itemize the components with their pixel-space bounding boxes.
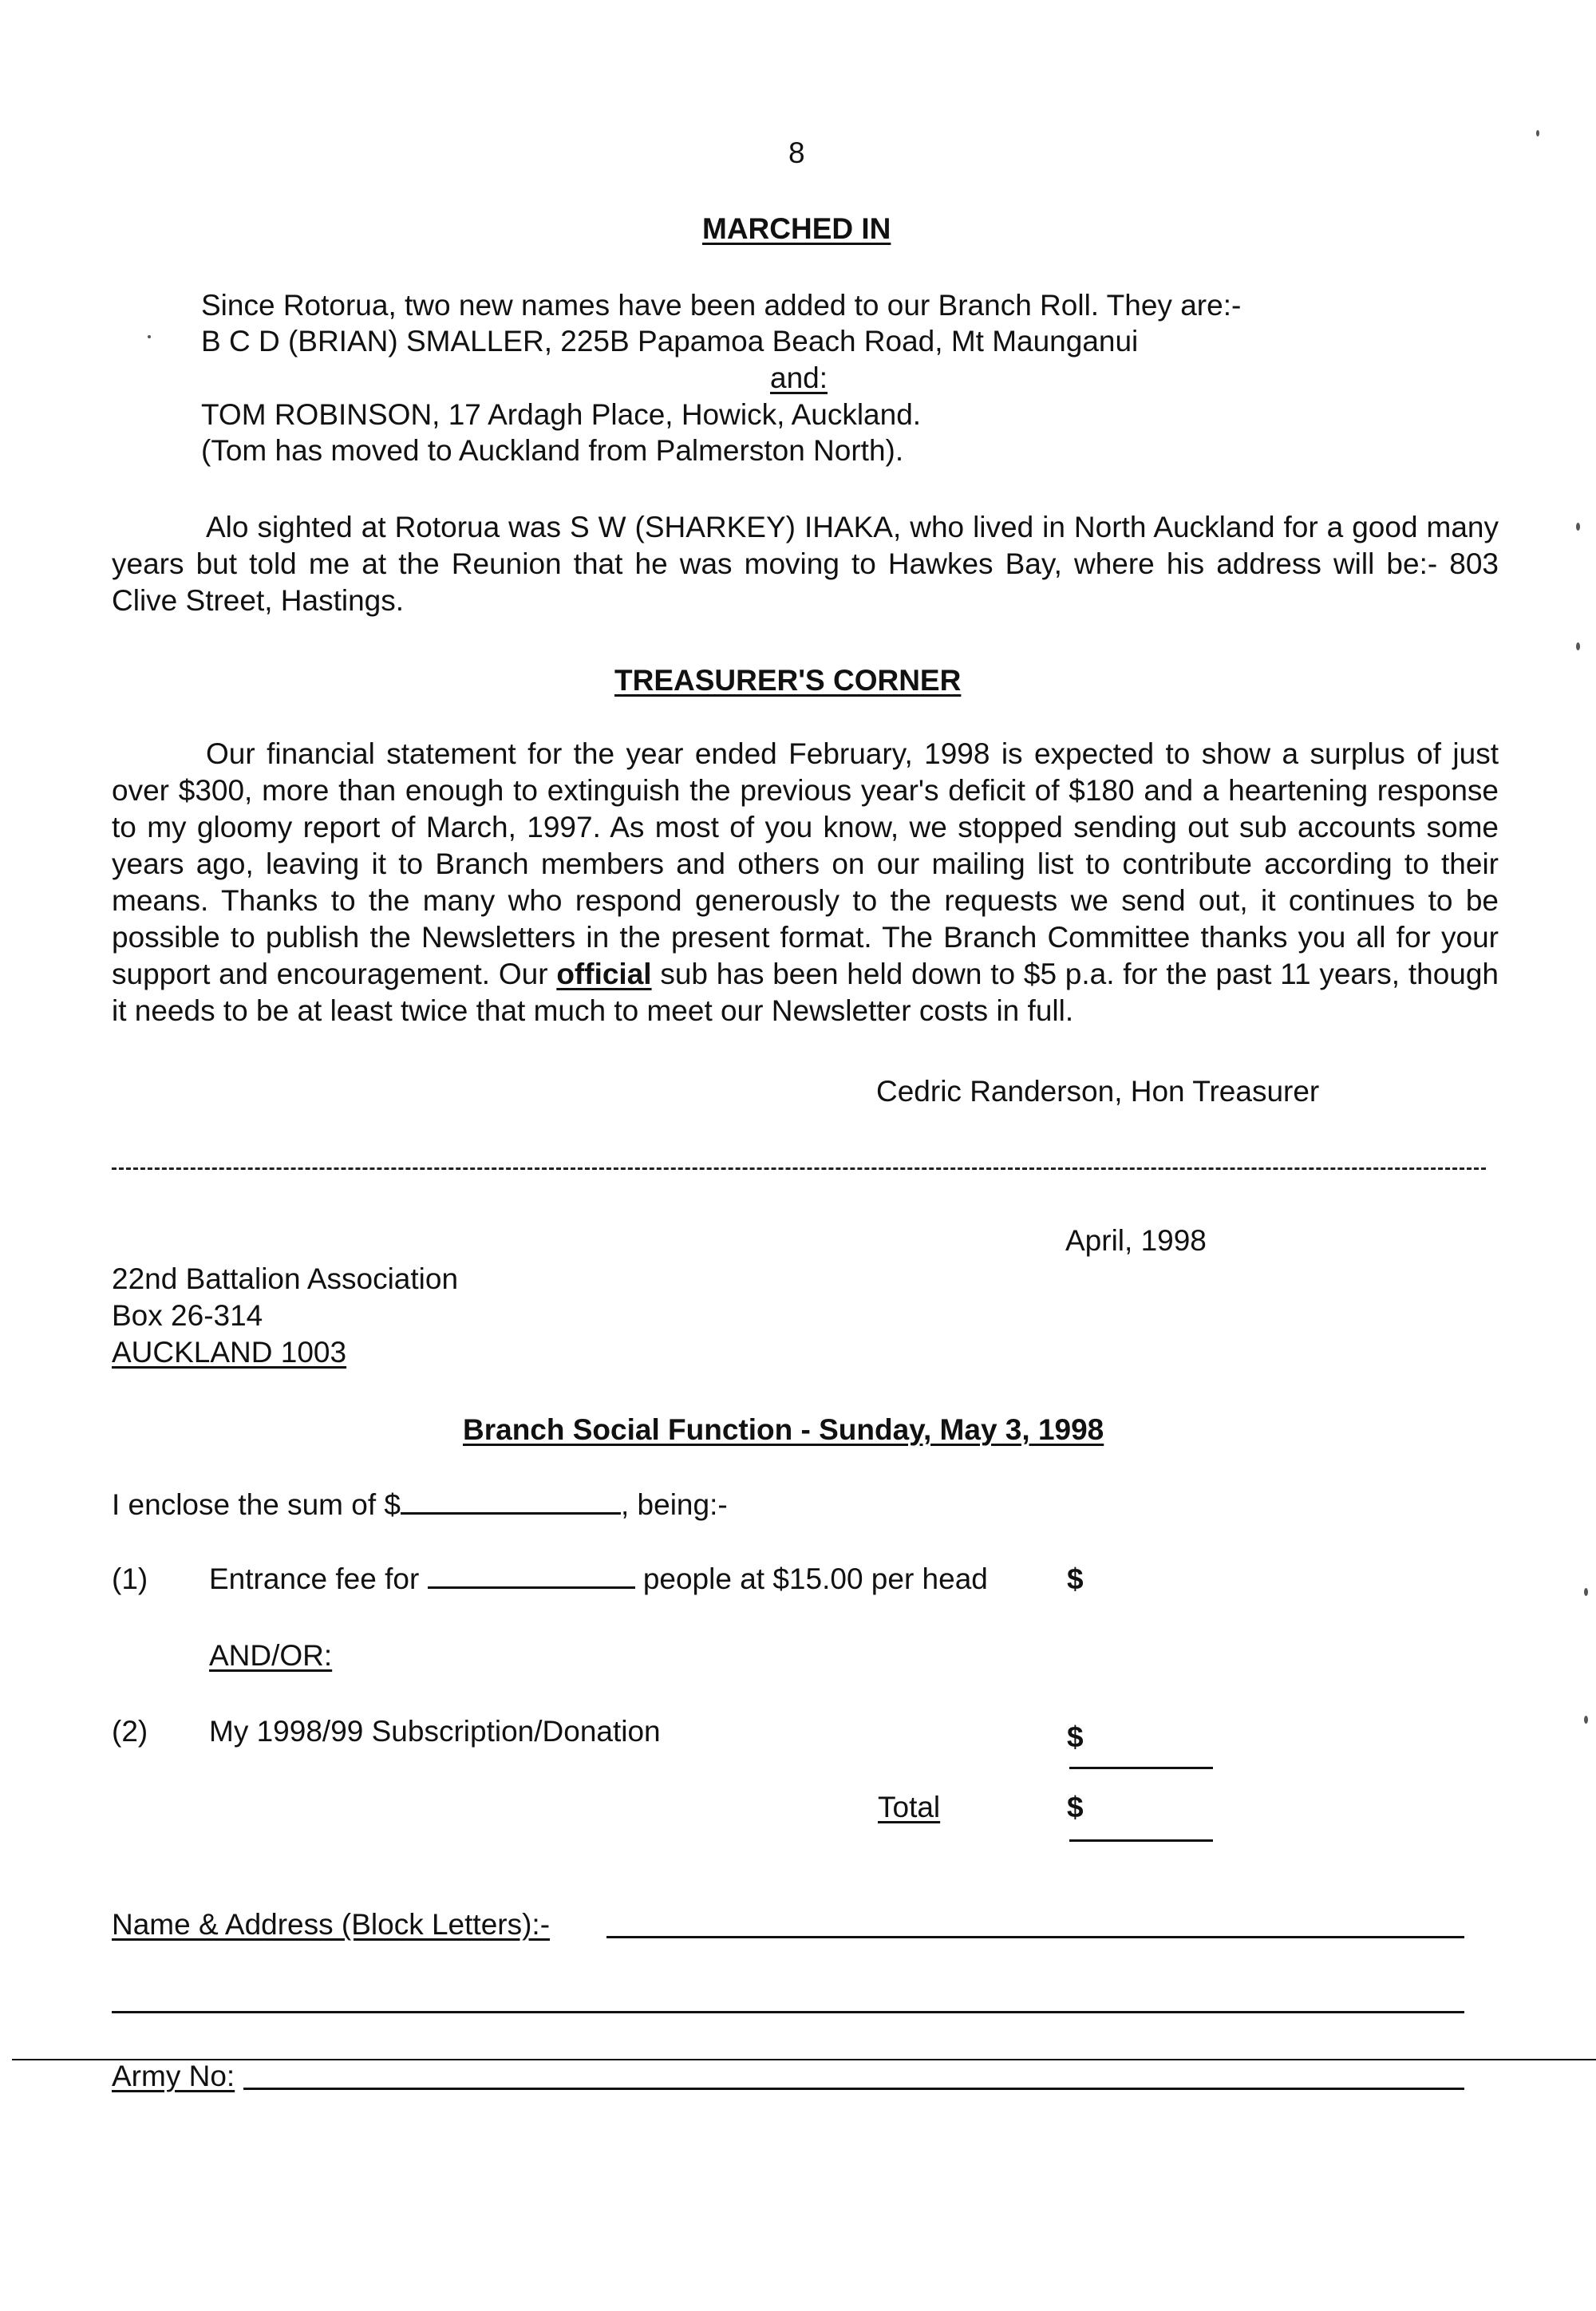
and-or-label: AND/OR: — [209, 1639, 333, 1672]
scan-speck — [148, 335, 151, 338]
marched-in-and: and: — [770, 361, 828, 394]
enclose-line — [112, 1487, 728, 1523]
item1-number: (1) — [112, 1562, 148, 1595]
scan-speck — [1576, 642, 1580, 650]
item1-suffix: people at $15.00 per head — [642, 1562, 988, 1595]
page-number: 8 — [788, 136, 805, 169]
also-sighted-paragraph — [112, 509, 1499, 619]
item2-number: (2) — [112, 1715, 148, 1748]
also-sighted-text: Alo sighted at Rotorua was S W (SHARKEY) IHAKA, who lived in North Auckland for a good many years but told me at the Reunion that he was moving to Hawkes Bay, where his address will be:- 803 Clive Street, Hastings. — [112, 511, 1499, 617]
item1-line — [209, 1562, 988, 1597]
scan-artifact-line — [12, 2059, 1596, 2060]
marched-in-intro: Since Rotorua, two new names have been added to our Branch Roll. They are:- — [201, 289, 1242, 322]
name-address-field-line-2[interactable] — [112, 2011, 1464, 2013]
marched-in-heading: MARCHED IN — [702, 212, 891, 245]
scan-speck — [1576, 523, 1580, 531]
enclose-amount-field[interactable] — [401, 1488, 621, 1515]
address-line-3: AUCKLAND 1003 — [112, 1336, 347, 1369]
item1-prefix: Entrance fee for — [209, 1562, 420, 1595]
address-line-1: 22nd Battalion Association — [112, 1262, 459, 1295]
item2-amount-field[interactable] — [1069, 1767, 1213, 1769]
army-no-field[interactable] — [243, 2088, 1464, 2090]
marched-in-entry-robinson: TOM ROBINSON, 17 Ardagh Place, Howick, Auckland. — [201, 398, 922, 431]
total-dollar: $ — [1067, 1791, 1084, 1823]
scan-speck — [1584, 1588, 1588, 1596]
treasurer-emphasis-official: official — [556, 958, 652, 990]
form-title: Branch Social Function - Sunday, May 3, 1998 — [463, 1413, 1104, 1446]
form-date: April, 1998 — [1065, 1224, 1207, 1257]
cut-line — [112, 1167, 1486, 1170]
item1-dollar: $ — [1067, 1562, 1084, 1595]
total-label: Total — [878, 1791, 941, 1823]
name-address-label: Name & Address (Block Letters):- — [112, 1908, 551, 1941]
treasurer-signature: Cedric Randerson, Hon Treasurer — [876, 1075, 1320, 1108]
treasurer-text-part2: sub has been held down to $5 p.a. for the past 11 years, though it needs to be at least twice that much to meet our Newsletter costs in full. — [112, 958, 1499, 1027]
enclose-prefix: I enclose the sum of $ — [112, 1488, 401, 1521]
address-line-2: Box 26-314 — [112, 1299, 263, 1332]
scan-speck — [1536, 130, 1539, 136]
treasurer-heading: TREASURER'S CORNER — [614, 664, 962, 697]
item2-label: My 1998/99 Subscription/Donation — [209, 1715, 661, 1748]
item2-dollar: $ — [1067, 1720, 1084, 1753]
treasurer-text-part1: Our financial statement for the year ended February, 1998 is expected to show a surplus of just over $300, more than enough to extinguish the previous year's deficit of $180 and a heartening response to my gloomy report of March, 1997. As most of you know, we stopped sending out sub accounts some years ago, leaving it to Branch members and others on our mailing list to contribute according to their means. Thanks to the many who respond generously to the requests we send out, it continues to be possible to publish the Newsletters in the present format. The Branch Committee thanks you all for your support and encouragement. Our — [112, 737, 1499, 990]
name-address-field-line-1[interactable] — [606, 1936, 1464, 1938]
treasurer-paragraph — [112, 736, 1499, 1029]
scan-speck — [1584, 1716, 1588, 1724]
total-amount-field[interactable] — [1069, 1839, 1213, 1842]
item1-people-count-field[interactable] — [428, 1562, 635, 1589]
enclose-suffix: , being:- — [620, 1488, 728, 1521]
marched-in-entry-robinson-note: (Tom has moved to Auckland from Palmerston North). — [201, 434, 904, 467]
marched-in-entry-smaller: B C D (BRIAN) SMALLER, 225B Papamoa Beach Road, Mt Maunganui — [201, 325, 1139, 358]
army-no-label: Army No: — [112, 2060, 235, 2092]
